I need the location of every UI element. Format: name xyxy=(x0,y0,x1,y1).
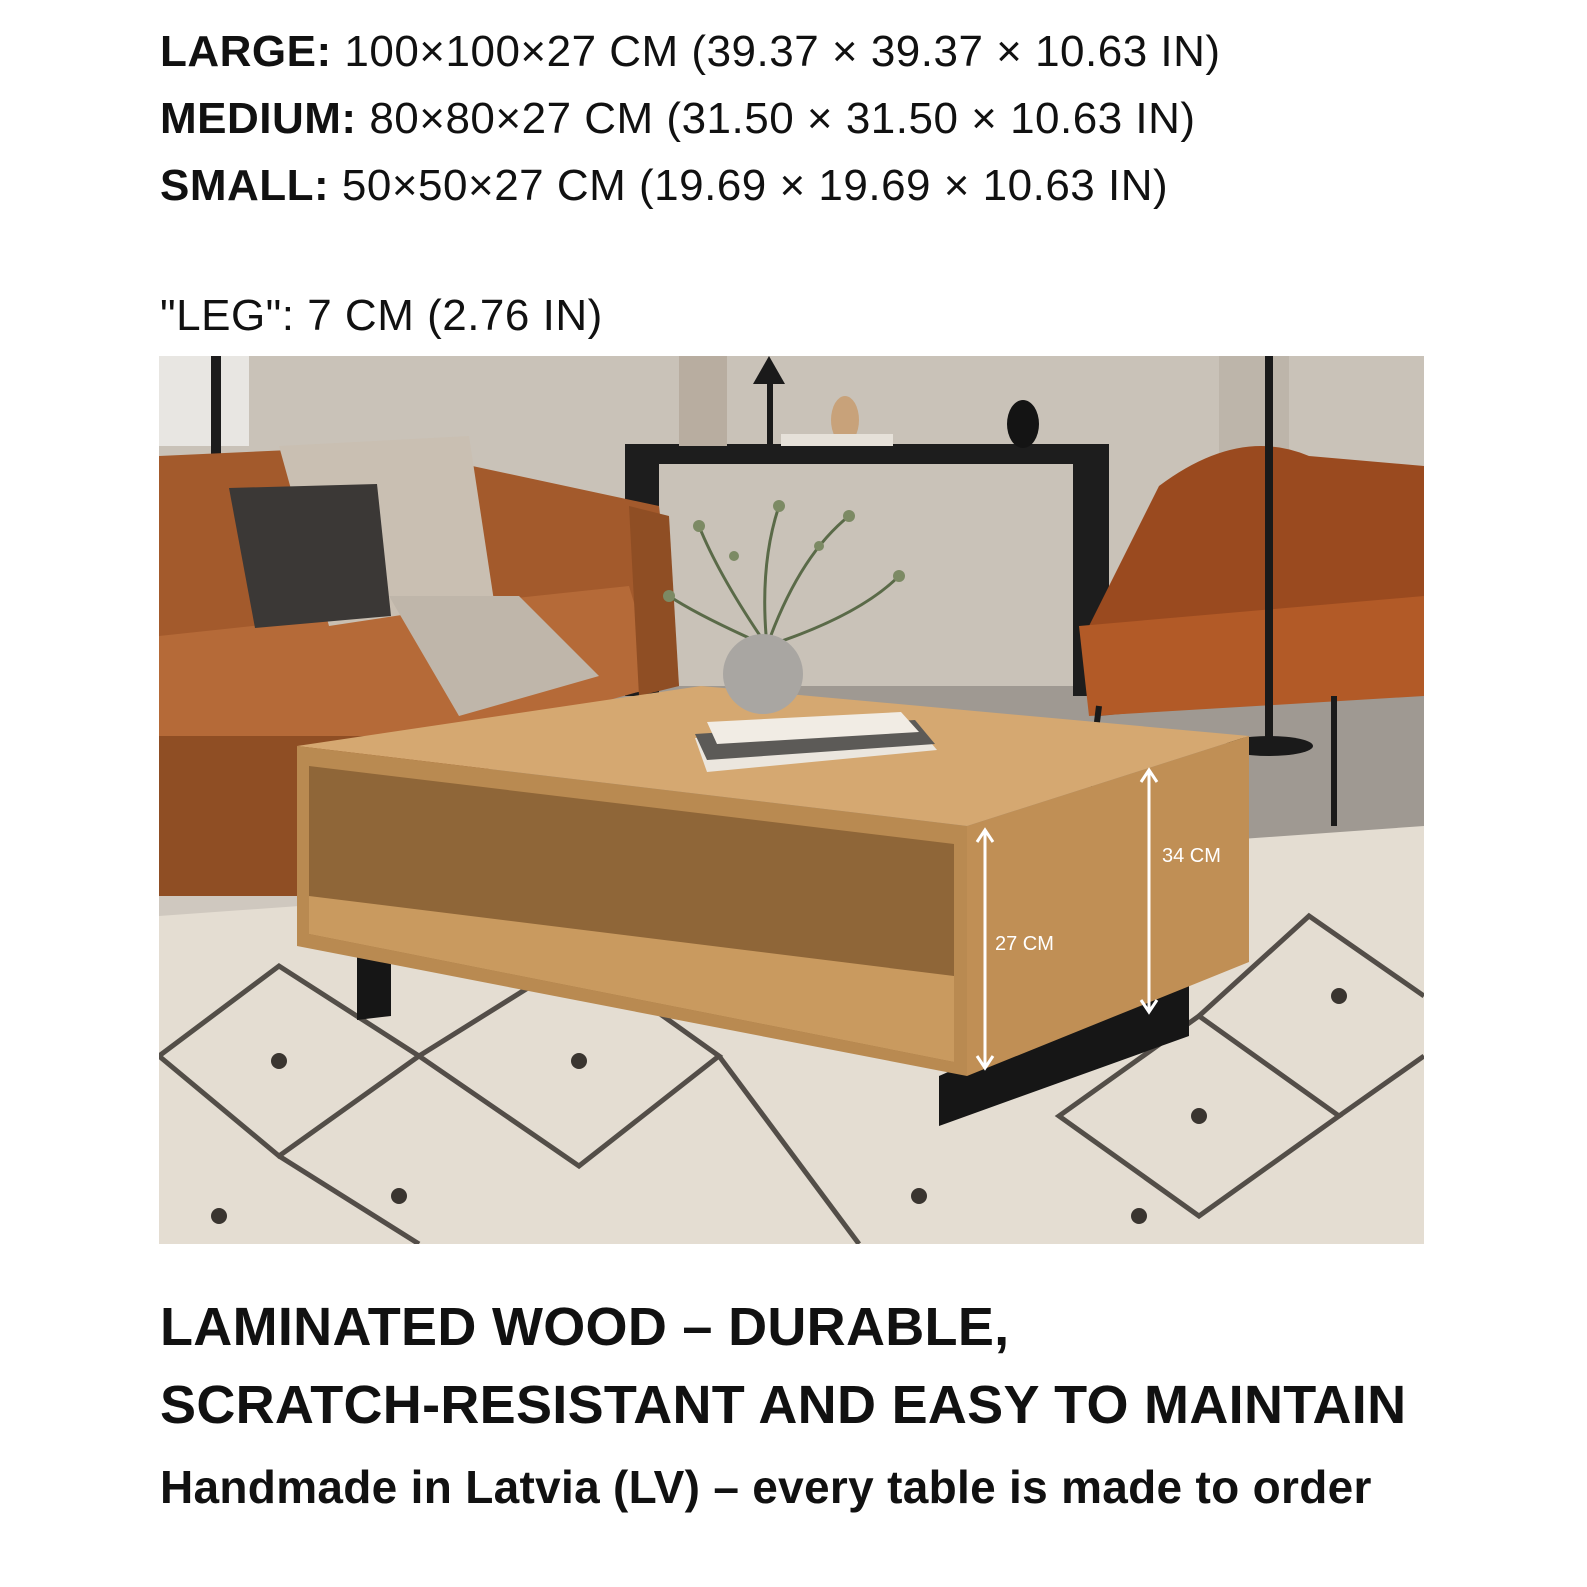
handmade-note: Handmade in Latvia (LV) – every table is made to order xyxy=(160,1461,1372,1513)
size-label: MEDIUM: xyxy=(160,94,357,143)
size-label: SMALL: xyxy=(160,161,330,210)
size-value: 100×100×27 CM (39.37 × 39.37 × 10.63 IN) xyxy=(344,27,1221,76)
vase xyxy=(723,634,803,714)
size-label: LARGE: xyxy=(160,27,332,76)
window xyxy=(159,356,249,446)
console-table xyxy=(625,444,1109,464)
material-headline xyxy=(160,1288,1460,1444)
size-specs xyxy=(160,18,1440,219)
dimension-label-outer: 34 CM xyxy=(1162,845,1221,867)
size-value: 80×80×27 CM (31.50 × 31.50 × 10.63 IN) xyxy=(369,94,1196,143)
size-medium xyxy=(160,85,1440,152)
size-small xyxy=(160,152,1440,219)
headline-line-2: SCRATCH-RESISTANT AND EASY TO MAINTAIN xyxy=(160,1375,1407,1435)
product-photo xyxy=(159,356,1424,1244)
headline-line-1: LAMINATED WOOD – DURABLE, xyxy=(160,1297,1010,1357)
dimension-label-inner: 27 CM xyxy=(995,933,1054,955)
size-large xyxy=(160,18,1440,85)
size-value: 50×50×27 CM (19.69 × 19.69 × 10.63 IN) xyxy=(341,161,1169,210)
leg-spec: "LEG": 7 CM (2.76 IN) xyxy=(160,291,603,340)
